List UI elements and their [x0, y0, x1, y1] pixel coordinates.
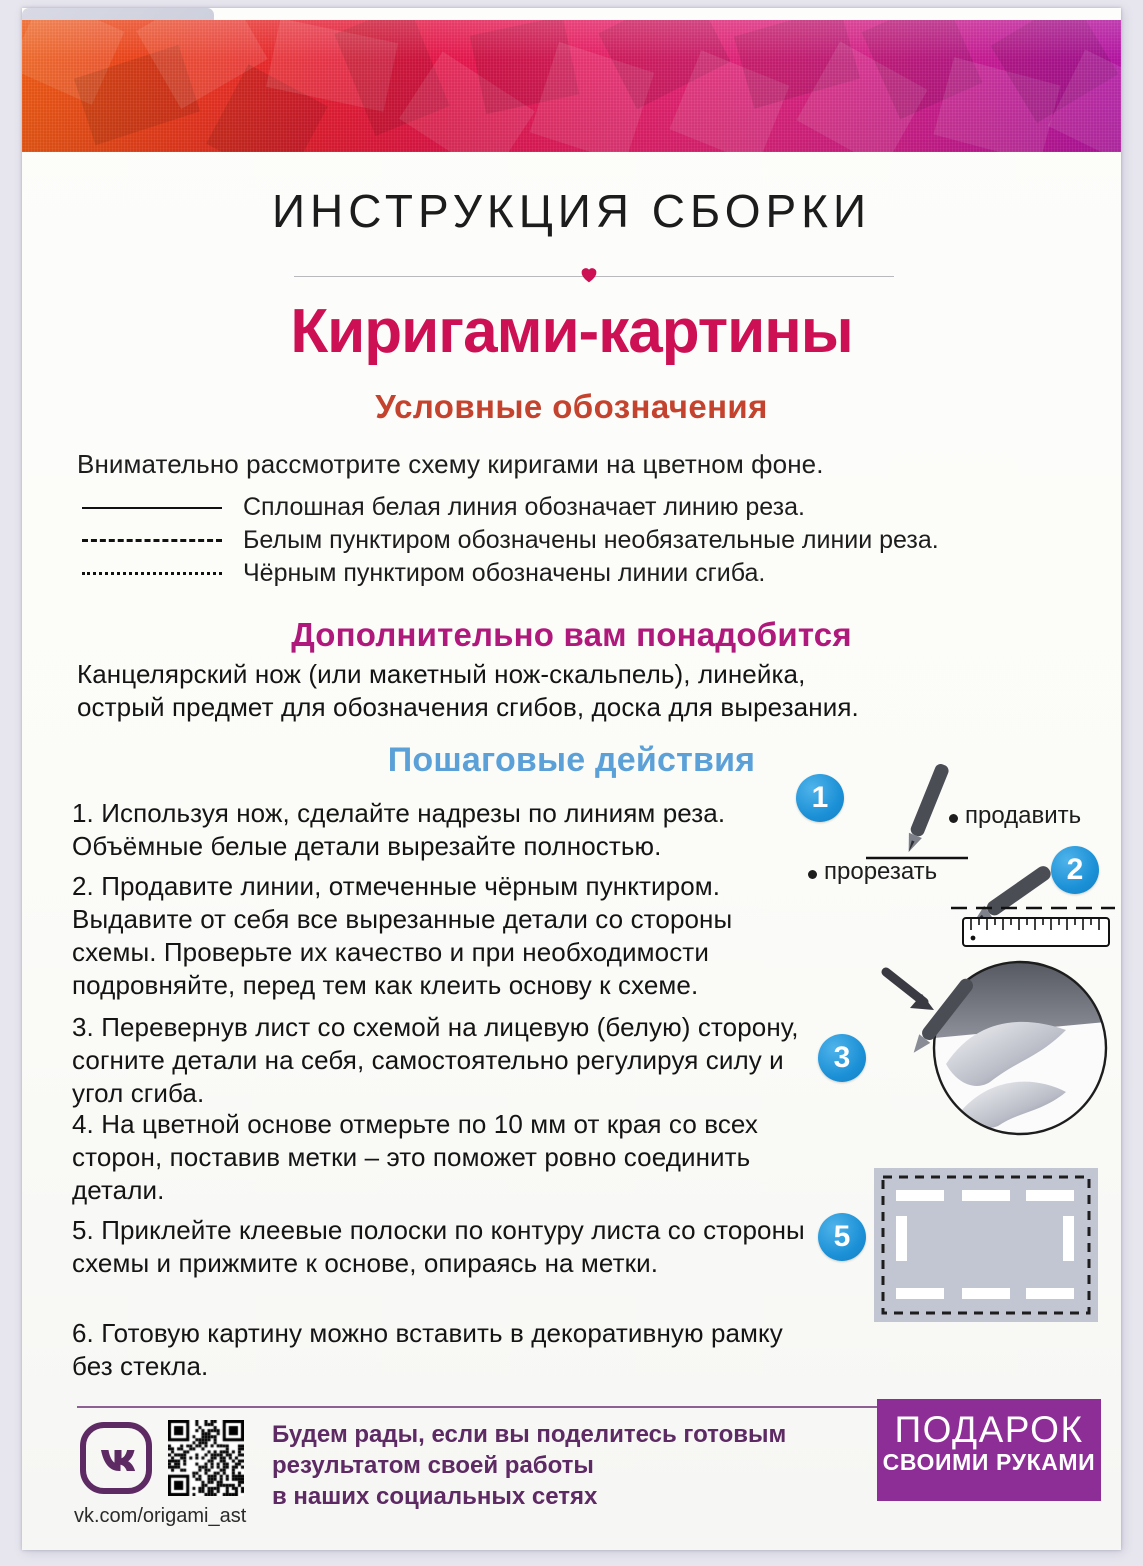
score-bullet-icon	[949, 814, 958, 823]
share-line-1: Будем рады, если вы поделитесь готовым	[272, 1421, 787, 1448]
step-3-illustration	[850, 960, 1121, 1145]
dashed-line-icon	[77, 539, 227, 542]
cut-label: прорезать	[824, 858, 938, 885]
share-message	[272, 1419, 786, 1512]
step-1-text: 1. Используя нож, сделайте надрезы по линиям реза. Объёмные белые детали вырезайте полностью.	[72, 798, 726, 861]
legend-item-label: Белым пунктиром обозначены необязательные линии реза.	[243, 526, 939, 554]
gift-line-1: ПОДАРОК	[894, 1409, 1084, 1450]
step-badge-1: 1	[796, 774, 844, 822]
band-gloss	[22, 20, 1121, 152]
instruction-sheet	[22, 8, 1121, 1550]
legend-item-label: Сплошная белая линия обозначает линию реза.	[243, 493, 805, 521]
legend-item	[77, 491, 1037, 524]
dotted-line-icon	[77, 572, 227, 575]
step-5-text: 5. Приклейте клеевые полоски по контуру листа со стороны схемы и прижмите к основе, опираясь на метки.	[72, 1215, 805, 1278]
step-6-text: 6. Готовую картину можно вставить в декоративную рамку без стекла.	[72, 1318, 783, 1381]
legend-heading: Условные обозначения	[375, 388, 768, 425]
step-5-illustration	[874, 1168, 1098, 1327]
gift-line-2: СВОИМИ РУКАМИ	[882, 1449, 1096, 1475]
supplies-text	[77, 658, 907, 724]
legend-item-label: Чёрным пунктиром обозначены линии сгиба.	[243, 559, 766, 587]
supplies-heading: Дополнительно вам понадобится	[291, 616, 852, 653]
arrow-icon	[886, 972, 934, 1010]
vk-url-label: vk.com/origami_ast	[74, 1505, 247, 1527]
share-line-2: результатом своей работы	[272, 1452, 594, 1479]
gift-badge	[877, 1399, 1101, 1501]
steps-heading: Пошаговые действия	[387, 741, 756, 779]
step-3-text: 3. Перевернув лист со схемой на лицевую (белую) сторону, согните детали на себя, самостоятельно регулируя силу и угол сгиба.	[72, 1012, 799, 1108]
legend-item	[77, 557, 1037, 590]
step-2-illustration	[937, 846, 1121, 961]
heart-icon	[578, 263, 600, 285]
supplies-line-1: Канцелярский нож (или макетный нож-скальпель), линейка,	[77, 659, 806, 689]
knife-icon	[902, 762, 950, 854]
page-title: Киригами-картины	[290, 297, 853, 366]
legend-list	[77, 491, 1037, 590]
qr-code[interactable]	[168, 1420, 244, 1496]
supplies-line-2: острый предмет для обозначения сгибов, доска для вырезания.	[77, 692, 859, 722]
solid-line-icon	[77, 507, 227, 509]
cut-bullet-icon	[808, 870, 817, 879]
step-4-text: 4. На цветной основе отмерьте по 10 мм от края со всех сторон, поставив метки – это поможет ровно соединить детали.	[72, 1109, 759, 1205]
score-label: продавить	[965, 802, 1082, 829]
step-badge-2: 2	[1051, 846, 1099, 894]
header-color-band	[22, 20, 1121, 152]
step-badge-3: 3	[818, 1034, 866, 1082]
page-kicker: ИНСТРУКЦИЯ СБОРКИ	[271, 185, 872, 237]
step-badge-5: 5	[818, 1213, 866, 1261]
step-2-text: 2. Продавите линии, отмеченные чёрным пунктиром. Выдавите от себя все вырезанные детали со стороны схемы. Проверьте их качество и при необходимости подровняйте, перед тем как клеить основу к схеме.	[72, 871, 733, 1000]
share-line-3: в наших социальных сетях	[272, 1483, 598, 1510]
vk-logo-icon[interactable]	[80, 1422, 152, 1494]
legend-item	[77, 524, 1037, 557]
legend-intro: Внимательно рассмотрите схему киригами на цветном фоне.	[77, 449, 824, 479]
